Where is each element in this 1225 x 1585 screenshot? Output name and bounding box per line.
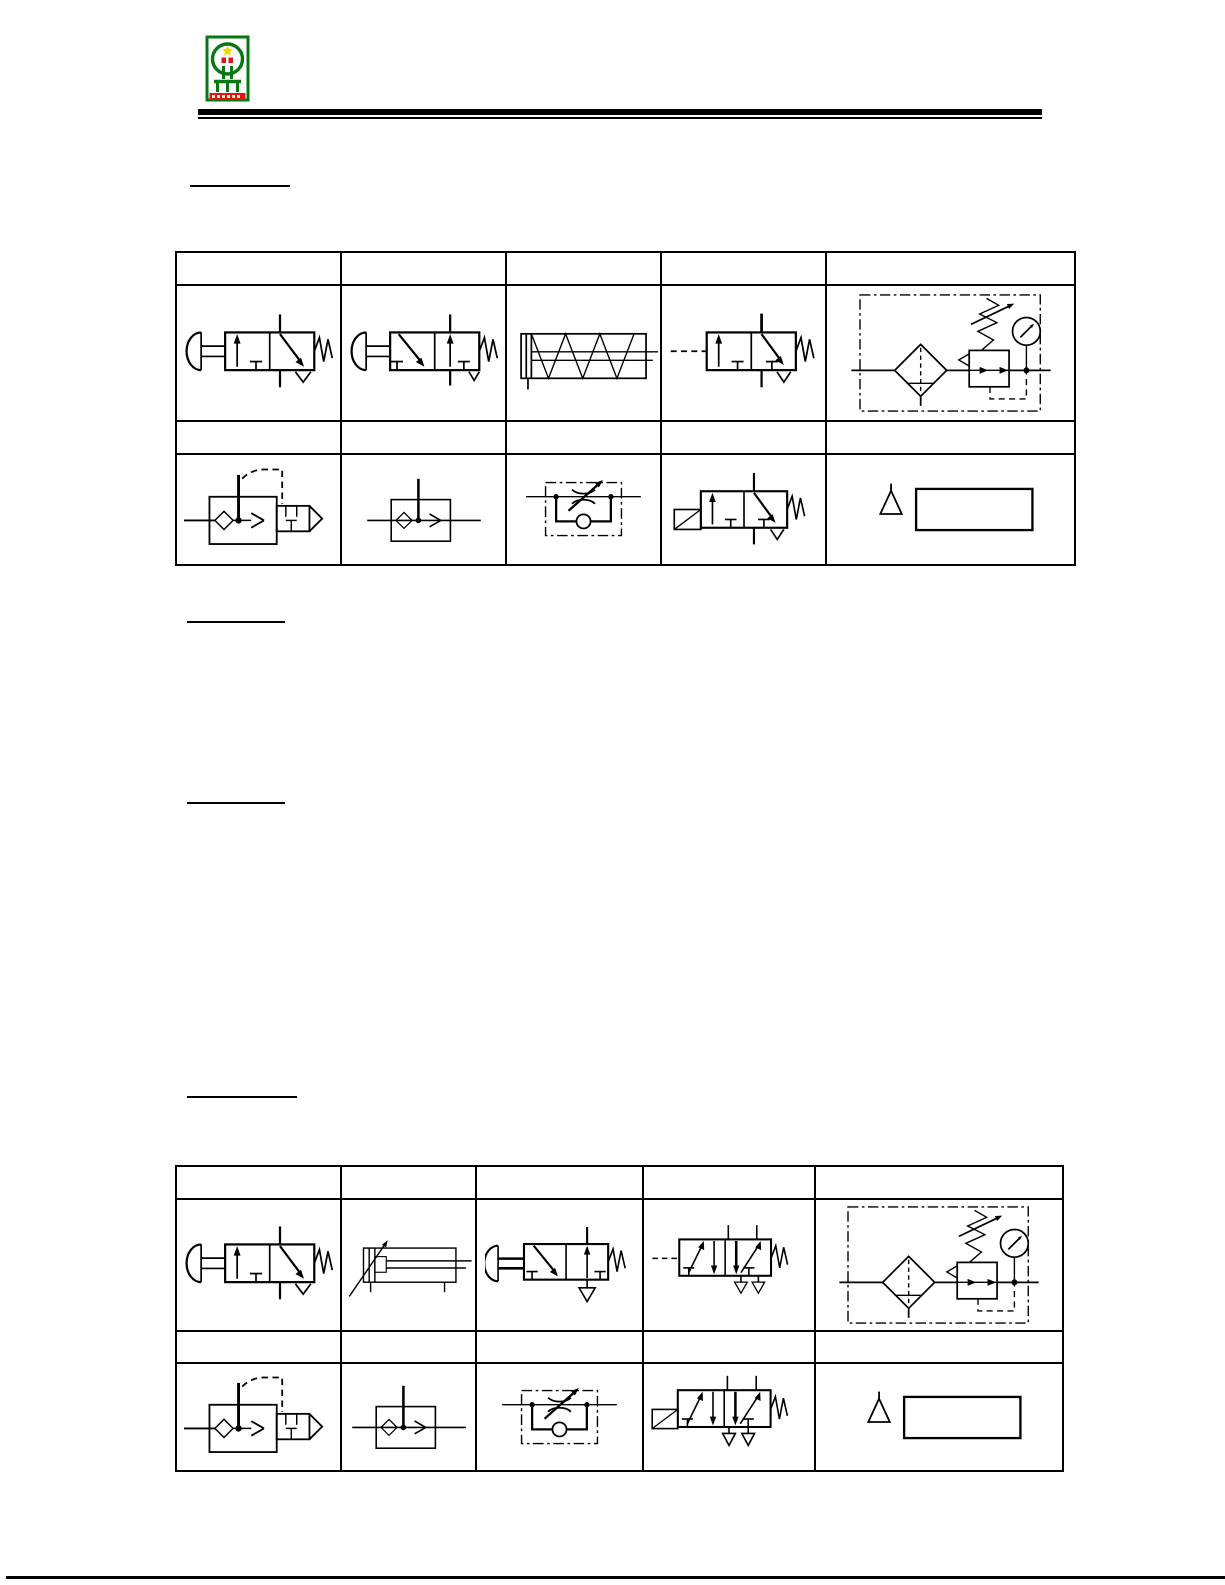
valve-3-2-pushbutton-spring-no-icon bbox=[349, 310, 499, 396]
symbol-cell bbox=[506, 454, 661, 565]
quick-exhaust-valve-silencer-icon bbox=[184, 1372, 334, 1463]
table-header-row bbox=[176, 1166, 1063, 1199]
symbol-cell bbox=[476, 1363, 643, 1471]
table-header-cell bbox=[176, 252, 341, 285]
table-header-row bbox=[176, 421, 1075, 454]
table-header-row bbox=[176, 252, 1075, 285]
quick-exhaust-valve-icon bbox=[364, 474, 484, 546]
table-header-cell bbox=[815, 1166, 1063, 1199]
quick-exhaust-valve-icon bbox=[349, 1381, 469, 1453]
symbol-cell bbox=[341, 1199, 476, 1331]
symbol-cell bbox=[341, 285, 506, 421]
table-header-row bbox=[176, 1331, 1063, 1363]
section-heading-underline bbox=[187, 1096, 297, 1098]
table-header-cell bbox=[826, 421, 1075, 454]
table-header-cell bbox=[826, 252, 1075, 285]
speed-controller-icon bbox=[526, 472, 641, 547]
header-double-rule-bottom bbox=[198, 117, 1042, 119]
triangle-label-box-icon bbox=[866, 478, 1036, 541]
section-heading-underline bbox=[187, 621, 285, 623]
table-header-cell bbox=[176, 1331, 341, 1363]
symbol-cell bbox=[815, 1363, 1063, 1471]
table-header-cell bbox=[341, 1331, 476, 1363]
valve-3-2-solenoid-spring-icon bbox=[669, 468, 819, 551]
valve-5-2-solenoid-spring-icon bbox=[649, 1371, 809, 1463]
table-header-cell bbox=[341, 252, 506, 285]
triangle-label-box-icon bbox=[854, 1386, 1024, 1449]
valve-3-2-pushbutton-exhaust-icon bbox=[485, 1223, 635, 1308]
table-header-cell bbox=[476, 1166, 643, 1199]
section-heading-underline bbox=[190, 185, 290, 187]
table-header-cell bbox=[661, 252, 826, 285]
symbol-cell bbox=[506, 285, 661, 421]
symbol-cell bbox=[341, 454, 506, 565]
section-heading-underline bbox=[187, 802, 285, 804]
table-symbol-row bbox=[176, 1363, 1063, 1471]
speed-controller-icon bbox=[502, 1380, 617, 1455]
table-header-cell bbox=[476, 1331, 643, 1363]
company-emblem-icon bbox=[205, 35, 250, 103]
valve-3-2-air-pilot-spring-icon bbox=[669, 310, 819, 396]
table-header-cell bbox=[176, 421, 341, 454]
table-header-cell bbox=[176, 1166, 341, 1199]
symbol-cell bbox=[341, 1363, 476, 1471]
table-symbol-row bbox=[176, 1199, 1063, 1331]
symbol-table-2-container bbox=[175, 1165, 1064, 1472]
header-double-rule-top bbox=[198, 109, 1042, 115]
table-header-cell bbox=[661, 421, 826, 454]
table-header-cell bbox=[341, 421, 506, 454]
filter-regulator-gauge-unit-icon bbox=[839, 1200, 1039, 1330]
table-header-cell bbox=[506, 252, 661, 285]
quick-exhaust-valve-silencer-icon bbox=[184, 464, 334, 555]
table-header-cell bbox=[506, 421, 661, 454]
table-header-cell bbox=[643, 1331, 815, 1363]
symbol-cell bbox=[826, 285, 1075, 421]
symbol-table-1 bbox=[175, 251, 1076, 566]
symbol-cell bbox=[661, 454, 826, 565]
symbol-table-1-container bbox=[175, 251, 1076, 566]
footer-rule bbox=[6, 1576, 1225, 1579]
double-acting-cylinder-cushion-icon bbox=[345, 1228, 473, 1303]
table-header-cell bbox=[815, 1331, 1063, 1363]
symbol-cell bbox=[661, 285, 826, 421]
valve-3-2-pushbutton-spring-icon bbox=[184, 310, 334, 396]
table-header-cell bbox=[643, 1166, 815, 1199]
valve-3-2-pushbutton-spring-icon bbox=[184, 1222, 334, 1308]
symbol-cell bbox=[176, 1199, 341, 1331]
symbol-cell bbox=[176, 1363, 341, 1471]
symbol-cell bbox=[476, 1199, 643, 1331]
table-symbol-row bbox=[176, 454, 1075, 565]
symbol-cell bbox=[176, 285, 341, 421]
symbol-cell bbox=[826, 454, 1075, 565]
filter-regulator-gauge-unit-icon bbox=[851, 288, 1051, 418]
single-acting-cylinder-spring-icon bbox=[509, 315, 659, 392]
symbol-cell bbox=[643, 1199, 815, 1331]
symbol-cell bbox=[815, 1199, 1063, 1331]
symbol-table-2 bbox=[175, 1165, 1064, 1472]
valve-5-2-air-pilot-spring-icon bbox=[652, 1222, 807, 1309]
symbol-cell bbox=[643, 1363, 815, 1471]
table-header-cell bbox=[341, 1166, 476, 1199]
table-symbol-row bbox=[176, 285, 1075, 421]
symbol-cell bbox=[176, 454, 341, 565]
